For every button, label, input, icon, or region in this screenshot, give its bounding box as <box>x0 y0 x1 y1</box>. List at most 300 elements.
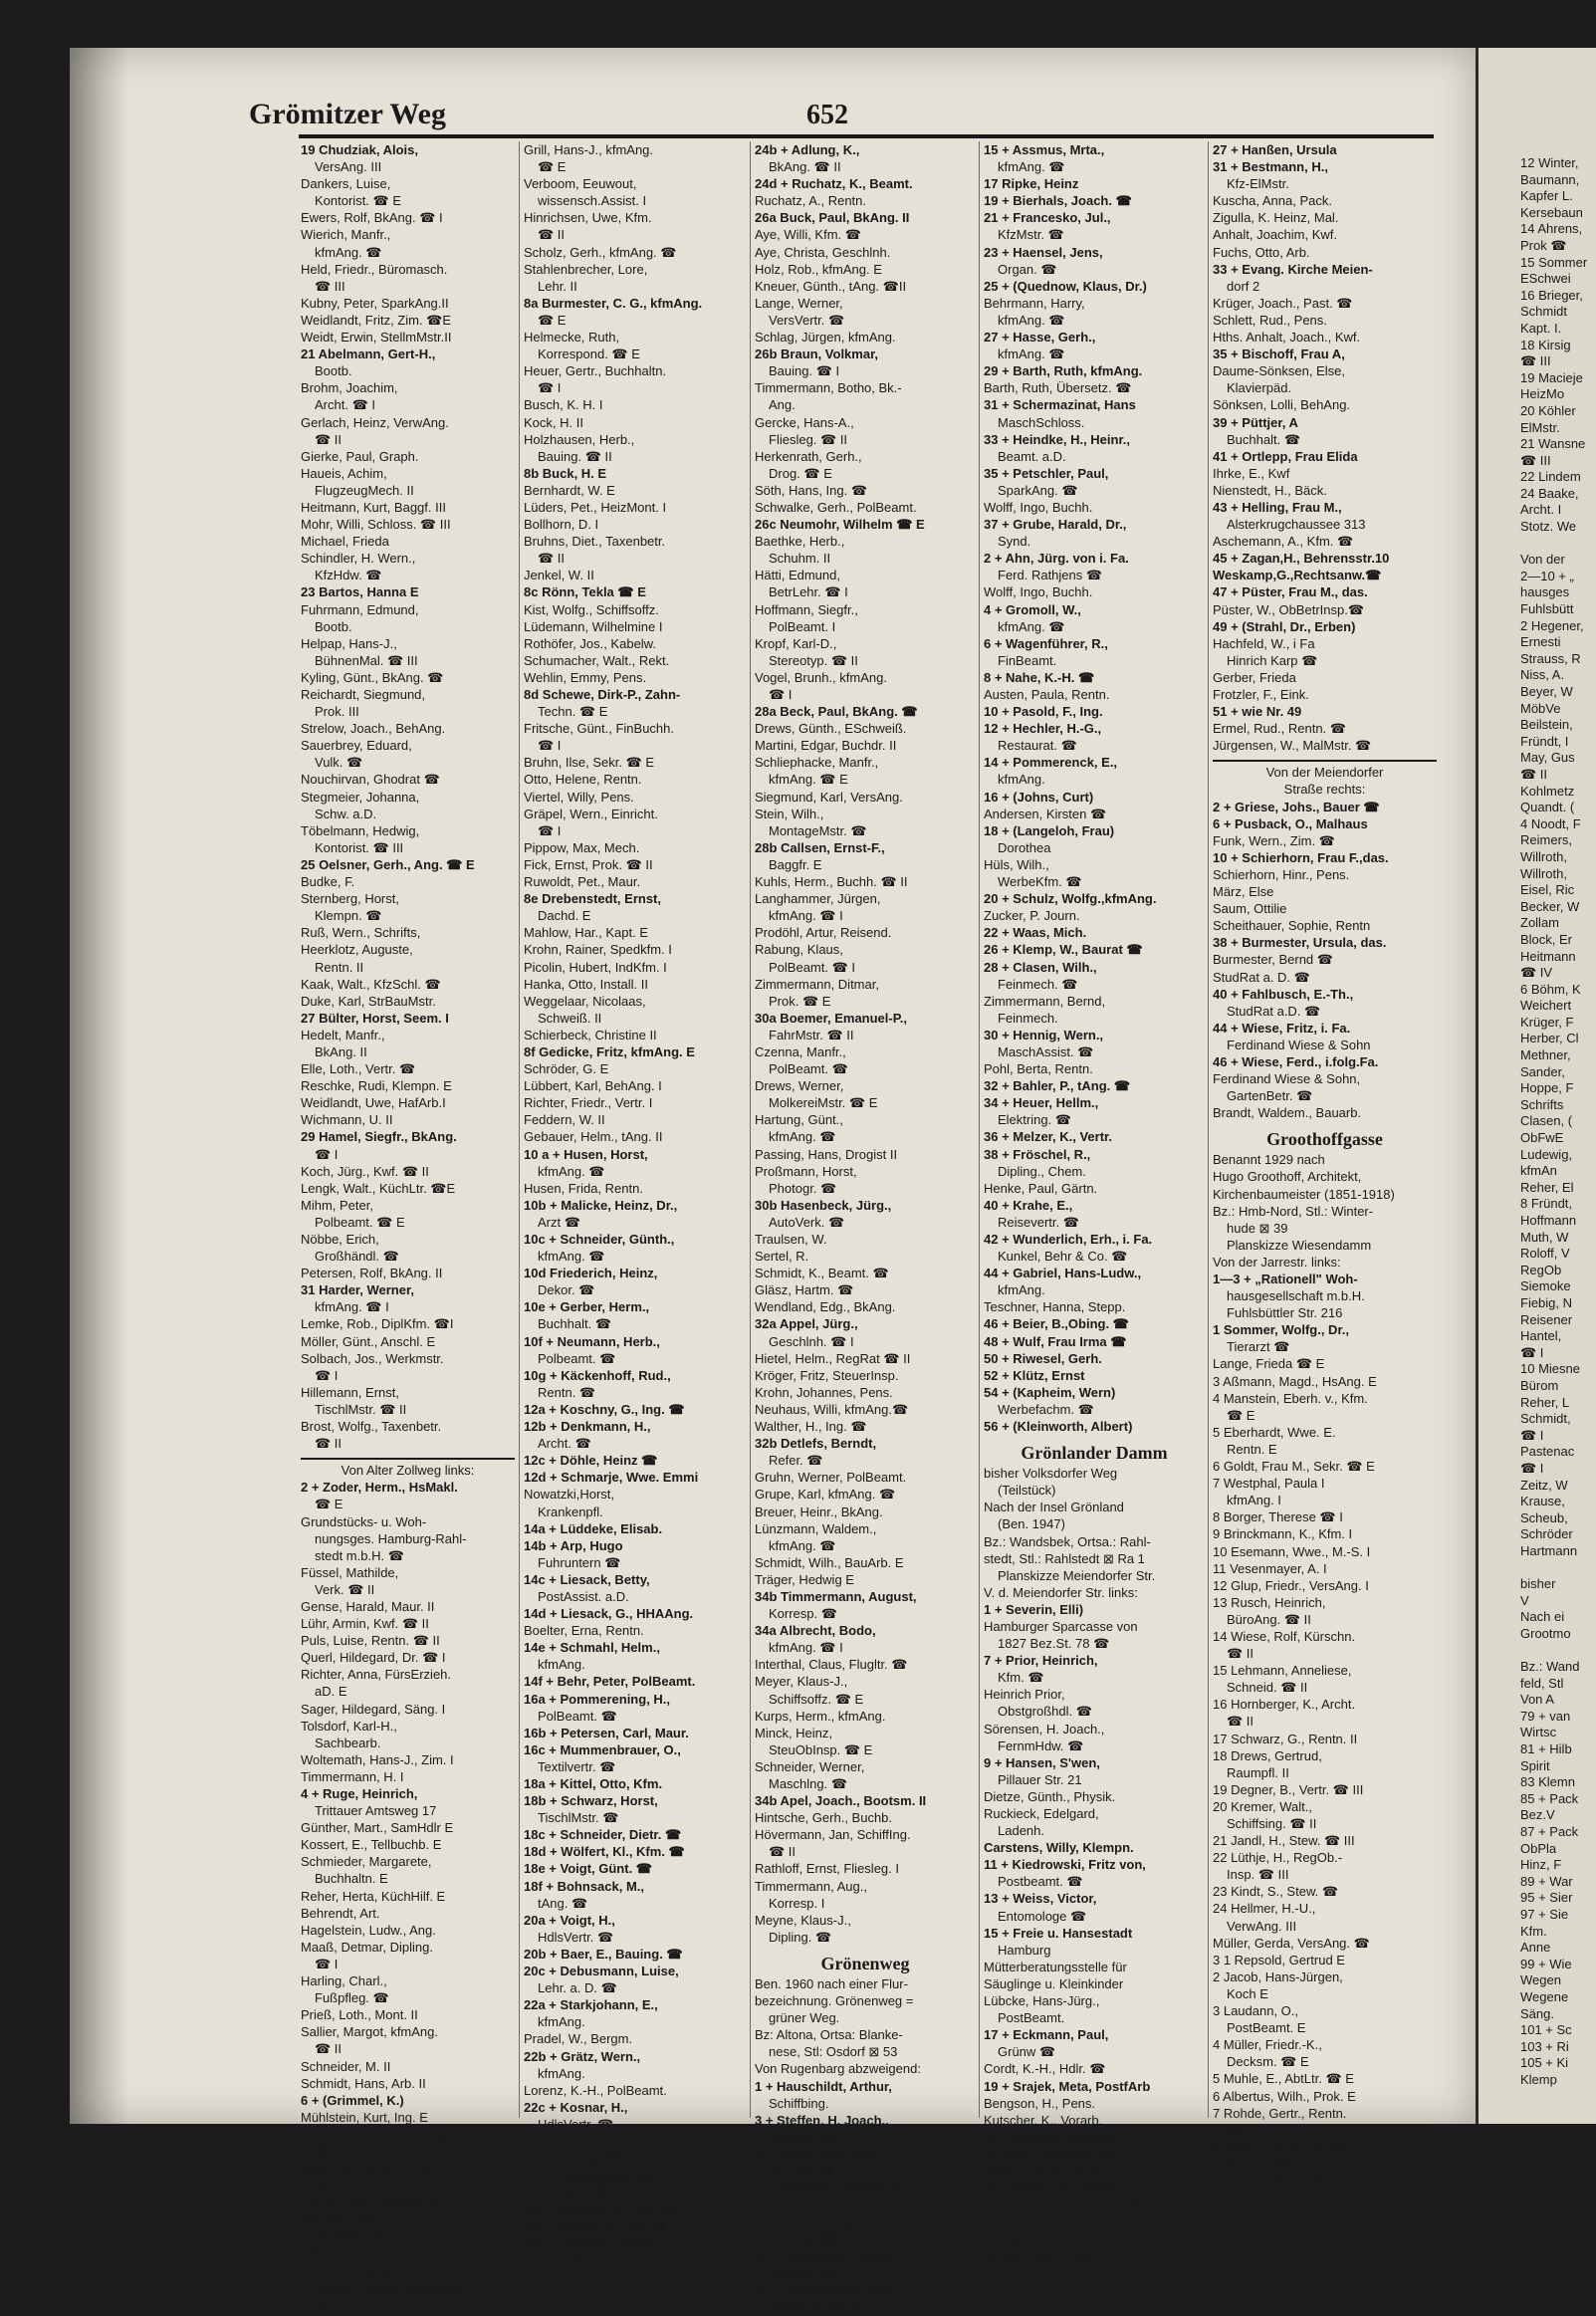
directory-entry: kfmAng. ☎ E <box>769 772 848 788</box>
directory-entry: 1 + Hauschildt, Arthur, <box>755 2078 892 2094</box>
directory-column-2 <box>524 141 745 2268</box>
directory-entry: ☎ II <box>538 227 566 243</box>
directory-entry: 10 + Schierhorn, Frau F.,das. <box>1213 849 1389 865</box>
directory-entry: Jenkel, W. II <box>524 568 594 583</box>
directory-entry: ☎ II <box>538 551 566 567</box>
directory-entry: Aye, Willi, Kfm. ☎ <box>755 227 861 243</box>
directory-entry: ☎ I <box>315 1367 339 1383</box>
directory-entry: Barth, Ruth, Übersetz. ☎ <box>984 380 1132 396</box>
directory-entry: 22e + Kessler, E., Ing. ☎ <box>524 2201 676 2217</box>
directory-entry: ☎ II <box>1227 1646 1254 1662</box>
directory-entry: Neuhaus, Willi, kfmAng.☎ <box>755 1401 909 1417</box>
directory-entry: StudRat a. D. ☎ <box>1213 969 1310 985</box>
directory-entry: 12b + Denkmann, H., <box>524 1419 651 1435</box>
directory-entry: Geschlnh. ☎ I <box>769 1333 854 1349</box>
directory-entry: Querl, Hildegard, Dr. ☎ I <box>301 1650 446 1666</box>
directory-entry: Interthal, Claus, Flugltr. ☎ <box>755 1657 908 1673</box>
directory-entry: Von der Jarrestr. links: <box>1213 1254 1341 1270</box>
directory-entry: MolkereiMstr. ☎ E <box>769 1095 878 1111</box>
directory-entry: Hintsche, Gerh., Buchb. <box>755 1810 893 1826</box>
directory-entry: ☎ II <box>315 2178 342 2194</box>
next-page-fragment: Reisener <box>1520 1311 1573 1327</box>
directory-entry: kfmAng. I <box>1227 1493 1281 1508</box>
directory-entry: 8e Drebenstedt, Ernst, <box>524 891 661 907</box>
directory-entry: Sörensen, H. Joach., <box>984 1721 1105 1737</box>
directory-entry: kfmAng. <box>538 1657 585 1673</box>
directory-entry: 20b + Baer, E., Bauing. ☎ <box>524 1946 683 1962</box>
directory-entry: Nach der Insel Grönland <box>984 1500 1124 1515</box>
directory-entry: Budke, F. <box>301 874 355 890</box>
directory-entry: 47 + Püster, Frau M., das. <box>1213 584 1368 600</box>
directory-entry: 24d + Ruchatz, K., Beamt. <box>755 176 913 192</box>
directory-entry: MaschSchloss. <box>998 414 1085 430</box>
directory-entry: Planskizze Wiesendamm <box>1227 1237 1372 1253</box>
directory-entry: Feddern, W. II <box>524 1112 605 1128</box>
directory-entry: 28 + Clasen, Wilh., <box>984 959 1097 975</box>
directory-entry: 6 + (Grimmel, K.) <box>301 2092 404 2108</box>
directory-entry: 8-8f + Törner, Paul, <box>301 2245 417 2261</box>
next-page-fragment: Anne <box>1520 1940 1551 1956</box>
directory-entry: Hamburger Sparcasse von <box>984 1618 1138 1634</box>
directory-entry: hude ⊠ 39 <box>1227 1220 1288 1236</box>
directory-entry: Haueis, Achim, <box>301 465 387 481</box>
directory-entry: 2 + Ahn, Jürg. von i. Fa. <box>984 551 1129 567</box>
directory-entry: 22 Lüthje, H., RegOb.- <box>1213 1850 1343 1866</box>
directory-entry: Gerber, Frieda <box>1213 669 1296 685</box>
next-page-fragment: Roloff, V <box>1520 1246 1570 1262</box>
directory-entry: 23 Bartos, Hanna E <box>301 584 419 600</box>
directory-entry: BauMstr. ☎ I <box>315 2228 393 2244</box>
directory-entry: 15 + Assmus, Mrta., <box>984 142 1105 157</box>
directory-entry: Ferdinand Wiese & Sohn <box>1227 1037 1371 1052</box>
directory-entry: 16a + Pommerening, H., <box>524 1691 671 1707</box>
directory-entry: 25 + (Quednow, Klaus, Dr.) <box>984 278 1147 294</box>
directory-entry: Hüls, Wilh., <box>984 856 1049 872</box>
directory-entry: 21 + Schmitt, Gertrud <box>984 2129 1115 2145</box>
next-page-fragment: Methner, <box>1520 1047 1571 1063</box>
directory-column-5 <box>1213 141 1437 2223</box>
directory-entry: 7 + Topmann, Ehrenhold, <box>755 2181 909 2197</box>
section-heading: Von der Meiendorfer <box>1213 760 1437 781</box>
header-rule <box>299 134 1434 138</box>
next-page-fragment: 8 Fründt, <box>1520 1196 1573 1212</box>
directory-entry: 10 Esemann, Wwe., M.-S. I <box>1213 1543 1371 1559</box>
directory-entry: HdlsVertr. ☎ <box>538 2116 614 2132</box>
directory-entry: nungsges. Hamburg-Rahl- <box>315 1530 467 1546</box>
directory-entry: 40 + Krahe, E., <box>984 1197 1073 1213</box>
directory-entry: Dankers, Luise, <box>301 176 391 192</box>
directory-entry: Ferdinand Wiese & Sohn, <box>1213 1071 1361 1087</box>
next-page-fragment: 81 + Hilb <box>1520 1741 1572 1756</box>
directory-entry: 24b + Adlung, K., <box>755 142 860 157</box>
directory-entry: 22b + Grätz, Wern., <box>524 2048 641 2064</box>
directory-entry: 14c + Liesack, Betty, <box>524 1571 650 1587</box>
directory-entry: 14b + Arp, Hugo <box>524 1537 623 1553</box>
directory-entry: Bruhns, Diet., Taxenbetr. <box>524 534 666 550</box>
directory-entry: Hövermann, Jan, SchiffIng. <box>755 1827 911 1843</box>
directory-entry: Kfm. ☎ <box>998 1670 1044 1686</box>
directory-entry: 28b Callsen, Ernst-F., <box>755 839 885 855</box>
directory-entry: Prodöhl, Artur, Reisend. <box>755 925 892 941</box>
directory-entry: kfmAng. ☎ <box>769 1129 836 1145</box>
next-page-fragment: Nach ei <box>1520 1609 1565 1625</box>
directory-entry: Köppen, P., Rentn. <box>984 2231 1092 2247</box>
directory-entry: ☎ E <box>1227 1407 1255 1423</box>
directory-entry: Bernhardt, W. E <box>524 482 615 498</box>
directory-entry: kfmAng. ☎ I <box>315 1299 389 1315</box>
directory-entry: Rentn. E <box>1227 1441 1277 1457</box>
directory-entry: 14 Wiese, Rolf, Kürschn. <box>1213 1628 1356 1644</box>
directory-entry: Lemke, Rob., DiplKfm. ☎I <box>301 1316 454 1332</box>
directory-entry: Korresp. I <box>769 1895 825 1911</box>
directory-entry: Lübbert, Karl, BehAng. I <box>524 1078 662 1094</box>
next-page-fragment: MöbVe <box>1520 700 1561 716</box>
next-page-fragment: Wegene <box>1520 1988 1569 2004</box>
directory-entry: (Teilstück) <box>998 1483 1056 1499</box>
directory-entry: Andersen, Kirsten ☎ <box>984 806 1107 821</box>
directory-entry: Söth, Hans, Ing. ☎ <box>755 482 868 498</box>
directory-entry: Fußpfleg. ☎ <box>315 1990 389 2006</box>
directory-entry: 9 Kramer, Wwe. M. I <box>1213 2156 1330 2172</box>
next-page-fragment: 95 + Sier <box>1520 1890 1573 1906</box>
directory-entry: Schierbeck, Christine II <box>524 1027 657 1042</box>
directory-entry: Proßmann, Horst, <box>755 1163 857 1179</box>
directory-entry: Mihm, Peter, <box>301 1197 373 1213</box>
directory-entry: 25 Oelsner, Gerh., Ang. ☎ E <box>301 856 475 872</box>
directory-entry: Hinrich Karp ☎ <box>1227 652 1318 668</box>
directory-entry: Ewers, Rolf, BkAng. ☎ I <box>301 210 443 226</box>
directory-entry: 2 Jacob, Hans-Jürgen, <box>1213 1969 1343 1984</box>
directory-entry: AutoVerk. ☎ <box>769 1214 845 1230</box>
directory-entry: Schneid. ☎ II <box>1227 1680 1308 1696</box>
directory-entry: Sachbearb. <box>315 1735 381 1750</box>
directory-entry: Klempn. ☎ <box>315 908 382 924</box>
directory-entry: ☎ E <box>315 1497 343 1512</box>
directory-entry: Schmidt, Hans, Arb. II <box>301 2075 426 2091</box>
next-page-fragment: Reimers, <box>1520 832 1573 848</box>
directory-entry: dorf 2 <box>1227 278 1260 294</box>
directory-entry: Kneuer, Günth., tAng. ☎II <box>755 278 907 294</box>
directory-entry: 22f + Binder, H., Ing. ☎ <box>524 2218 668 2234</box>
directory-entry: Sager, Hildegard, Säng. I <box>301 1701 446 1717</box>
directory-entry: 19 + Bierhals, Joach. ☎ <box>984 193 1132 209</box>
directory-entry: 50 + Riwesel, Gerh. <box>984 1350 1102 1366</box>
next-page-fragment: HeizMo <box>1520 386 1565 402</box>
directory-entry: Drog. ☎ E <box>769 465 832 481</box>
directory-entry: Beth, Kai, VerwGerRat <box>301 2161 431 2177</box>
next-page-fragment: 6 Böhm, K <box>1520 981 1581 997</box>
directory-entry: Kyling, Günt., BkAng. ☎ <box>301 669 444 685</box>
next-page-fragment: 89 + War <box>1520 1873 1573 1889</box>
next-page-fragment: Muth, W <box>1520 1229 1569 1245</box>
directory-entry: ☎ I <box>769 687 793 702</box>
page-gutter-shadow <box>70 48 129 2124</box>
directory-entry: Ruß, Wern., Schrifts, <box>301 925 421 941</box>
directory-entry: 49 + (Strahl, Dr., Erben) <box>1213 618 1356 634</box>
directory-entry: 19 Degner, B., Vertr. ☎ III <box>1213 1781 1364 1797</box>
directory-entry: Hugo Groothoff, Architekt, <box>1213 1169 1362 1185</box>
directory-entry: Archt. ☎ I <box>315 397 375 413</box>
next-page-fragment: 18 Kirsig <box>1520 337 1571 352</box>
next-page-fragment: ☎ IV <box>1520 965 1553 981</box>
directory-entry: 32a Appel, Jürg., <box>755 1316 858 1332</box>
directory-entry: Hamburg <box>998 1942 1051 1958</box>
section-heading: Von Alter Zollweg links: <box>301 1458 515 1479</box>
next-page-fragment: hausges <box>1520 584 1570 600</box>
directory-entry: Klavierpäd. <box>1227 380 1292 396</box>
directory-entry: Pradel, W., Bergm. <box>524 2031 633 2047</box>
directory-entry: Solbach, Jos., Werkmstr. <box>301 1350 444 1366</box>
directory-entry: nese, Stl: Osdorf ⊠ 53 <box>769 2044 898 2060</box>
directory-entry: Picolin, Hubert, IndKfm. I <box>524 959 667 975</box>
directory-entry: Möller, Günt., Anschl. E <box>301 1333 436 1349</box>
directory-entry: ☎ I <box>538 822 562 838</box>
directory-entry: Zimmermann, Bernd, <box>984 993 1106 1009</box>
directory-entry: Aye, Christa, Geschlnh. <box>755 244 891 260</box>
directory-entry: Gense, Harald, Maur. II <box>301 1598 435 1614</box>
directory-entry: Lühr, Armin, Kwf. ☎ II <box>301 1616 429 1632</box>
directory-entry: kfmAng. ☎ <box>998 312 1065 328</box>
directory-entry: 26 + Klemp, W., Baurat ☎ <box>984 942 1143 958</box>
directory-entry: 39 + Püttjer, A <box>1213 414 1298 430</box>
directory-entry: Drews, Günth., ESchweiß. <box>755 721 907 737</box>
directory-entry: Baggfr. E <box>769 856 822 872</box>
directory-entry: Sallier, Margot, kfmAng. <box>301 2024 438 2040</box>
directory-entry: 20c + Debusmann, Luise, <box>524 1964 679 1979</box>
directory-entry: 19 + Srajek, Meta, PostfArb <box>984 2078 1151 2094</box>
directory-entry: Schneider, Werner, <box>755 1758 865 1774</box>
directory-entry: 32b Detlefs, Berndt, <box>755 1436 877 1452</box>
next-page-fragment: 4 Noodt, F <box>1520 815 1581 831</box>
directory-entry: Passing, Hans, Drogist II <box>755 1146 898 1162</box>
directory-entry: 10f + Neumann, Herb., <box>524 1333 660 1349</box>
next-page-fragment: Von der <box>1520 552 1565 568</box>
directory-entry: Fuhlsbüttler Str. 216 <box>1227 1305 1343 1321</box>
directory-entry: 10b + Malicke, Heinz, Dr., <box>524 1197 678 1213</box>
directory-entry: Bartels, Gerh., Rentn <box>984 2163 1106 2179</box>
directory-entry: kfmAng. ☎ <box>769 2129 836 2145</box>
directory-entry: Grupe, Karl, kfmAng. ☎ <box>755 1487 896 1503</box>
directory-entry: Weskamp,G.,Rechtsanw.☎ <box>1213 568 1382 583</box>
directory-entry: 36 + Melzer, K., Vertr. <box>984 1129 1112 1145</box>
directory-entry: 13 + Weiss, Victor, <box>984 1891 1097 1907</box>
directory-entry: Strelow, Joach., BehAng. <box>301 721 446 737</box>
directory-entry: 18c + Schneider, Dietr. ☎ <box>524 1827 682 1843</box>
directory-entry: Treudler, Mar., <box>301 2211 384 2227</box>
next-page-fragment: Scheub, <box>1520 1509 1568 1525</box>
directory-entry: Buchhaltn. E <box>315 1871 388 1887</box>
directory-entry: (Ben. 1947) <box>998 1516 1065 1532</box>
directory-entry: Walther, H., Ing. ☎ <box>755 1419 867 1435</box>
directory-entry: stedt m.b.H. ☎ <box>315 1547 404 1563</box>
directory-entry: Füssel, Mathilde, <box>301 1564 399 1580</box>
directory-entry: Breuer, Heinr., BkAng. <box>755 1504 883 1519</box>
directory-entry: Synd. <box>998 534 1031 550</box>
next-page-fragment: V <box>1520 1592 1529 1608</box>
next-page-fragment: 10 Miesne <box>1520 1361 1580 1377</box>
next-page-fragment: Schmidt, <box>1520 1411 1571 1427</box>
directory-entry: Rentn. ☎ <box>538 1384 596 1400</box>
directory-entry: Bootb. <box>315 618 352 634</box>
directory-entry: Scholz, Gerh., kfmAng. ☎ <box>524 244 677 260</box>
next-page-fragment: Heitmann <box>1520 948 1576 964</box>
directory-entry: 22c + Kosnar, H., <box>524 2099 628 2115</box>
next-page-fragment: Hantel, <box>1520 1328 1562 1344</box>
column-divider <box>1208 141 1209 2118</box>
next-page-fragment: 2—10 + „ <box>1520 568 1574 583</box>
directory-entry: ☎ I <box>315 1146 339 1162</box>
directory-entry: 22 + Waas, Mich. <box>984 925 1087 941</box>
next-page-fragment: 14 Ahrens, <box>1520 221 1583 237</box>
directory-entry: ☎ II <box>315 2041 342 2057</box>
directory-entry: 21 + Francesko, Jul., <box>984 210 1111 226</box>
directory-entry: VersAng. III <box>315 159 382 175</box>
directory-entry: 8c Rönn, Tekla ☎ E <box>524 584 646 600</box>
directory-entry: März, Else <box>1213 884 1274 900</box>
directory-entry: SparkAng. ☎ <box>998 482 1078 498</box>
directory-entry: Austen, Paula, Rentn. <box>984 687 1110 702</box>
directory-entry: Zimmermann, Ditmar, <box>755 976 879 992</box>
directory-entry: 9 + Hansen, S'wen, <box>984 1754 1100 1770</box>
directory-entry: Ermel, Rud., Rentn. ☎ <box>1213 721 1346 737</box>
directory-entry: BkAng. ☎ II <box>769 159 841 175</box>
directory-entry: Langhammer, Jürgen, <box>755 891 881 907</box>
directory-entry: Meyer, Klaus-J., <box>755 1674 848 1690</box>
directory-entry: 4 + Ruge, Heinrich, <box>301 1786 418 1801</box>
directory-entry: Lehr. II <box>538 278 577 294</box>
directory-entry: kfmAng. <box>538 2014 585 2030</box>
directory-entry: Schierhorn, Hinr., Pens. <box>1213 866 1350 882</box>
directory-entry: Verboom, Eeuwout, <box>524 176 637 192</box>
directory-entry: Prok. ☎ E <box>769 993 831 1009</box>
directory-entry: 14 + Pommerenck, E., <box>984 755 1118 771</box>
directory-entry: KfzMstr. ☎ <box>998 227 1064 243</box>
directory-entry: Kubny, Peter, SparkAng.II <box>301 295 449 311</box>
next-page-fragment: ☎ III <box>1520 353 1551 369</box>
directory-entry: 34b Timmermann, August, <box>755 1588 917 1604</box>
next-page-fragment: Niss, A. <box>1520 667 1565 683</box>
directory-entry: Frotzler, F., Eink. <box>1213 687 1309 702</box>
directory-entry: 26b Braun, Volkmar, <box>755 347 879 362</box>
directory-entry: Bengson, H., Pens. <box>984 2095 1096 2111</box>
directory-entry: SteuObInsp. ☎ E <box>769 1741 873 1757</box>
directory-entry: Püster, W., ObBetrInsp.☎ <box>1213 601 1365 617</box>
directory-entry: kfmAng. ☎ <box>769 2231 836 2247</box>
directory-entry: VersVertr. ☎ <box>769 312 845 328</box>
directory-entry: 6 Goldt, Frau M., Sekr. ☎ E <box>1213 1459 1375 1475</box>
directory-entry: 52 + Klütz, Ernst <box>984 1367 1085 1383</box>
directory-entry: Schmieder, Margarete, <box>301 1854 432 1870</box>
directory-entry: Nouchirvan, Ghodrat ☎ <box>301 772 440 788</box>
next-page-fragment: ☎ III <box>1520 452 1551 468</box>
next-page-fragment: Schmidt <box>1520 304 1567 320</box>
directory-entry: Archt. ☎ <box>538 1436 591 1452</box>
directory-entry: Kutscher, K., Vorarb. <box>984 2112 1103 2128</box>
directory-entry: 1827 Bez.St. 78 ☎ <box>998 1636 1110 1652</box>
directory-entry: Gläsz, Hartm. ☎ <box>755 1282 854 1298</box>
directory-entry: Feinmech. ☎ <box>998 976 1078 992</box>
page-header <box>249 58 1424 131</box>
directory-entry: 14e + Schmahl, Helm., <box>524 1640 660 1656</box>
directory-entry: Schuhm. II <box>769 551 831 567</box>
directory-entry: Benannt 1929 nach <box>1213 1152 1325 1168</box>
directory-entry: kfmAng. ☎ <box>998 618 1065 634</box>
directory-entry: Bootb. <box>315 363 352 379</box>
directory-entry: Krohn, Johannes, Pens. <box>755 1384 893 1400</box>
directory-entry: Puls, Luise, Rentn. ☎ II <box>301 1633 440 1649</box>
directory-entry: Schröder, G. E <box>524 1061 609 1077</box>
directory-entry: 9 + Mundt, Dieter, <box>755 2214 862 2230</box>
directory-entry: 10 a + Husen, Horst, <box>524 1146 648 1162</box>
directory-entry: Husen, Frida, Rentn. <box>524 1180 643 1196</box>
directory-entry: Brandt, Waldem., Bauarb. <box>1213 1105 1362 1121</box>
directory-entry: Nöbbe, Erich, <box>301 1232 379 1247</box>
directory-entry: Heerklotz, Auguste, <box>301 942 413 958</box>
directory-entry: Restaurat. ☎ <box>998 738 1077 754</box>
directory-entry: Dietze, Günth., Physik. <box>984 1788 1116 1804</box>
directory-entry: BühnenMal. ☎ III <box>315 652 418 668</box>
street-heading: Grömitzer Weg <box>249 98 446 130</box>
directory-entry: Schiffsoffz. ☎ E <box>769 1691 864 1707</box>
directory-entry: 42 + Wunderlich, Erh., i. Fa. <box>984 1232 1153 1247</box>
directory-entry: 27 + Hanßen, Ursula <box>1213 142 1337 157</box>
directory-entry: Schw. a.D. <box>315 806 377 821</box>
directory-entry: kfmAng. <box>769 2198 816 2213</box>
directory-entry: 37 + Grube, Harald, Dr., <box>984 517 1127 533</box>
next-page-fragment: Kfm. <box>1520 1923 1547 1939</box>
directory-entry: 11 Vesenmayer, A. I <box>1213 1560 1327 1576</box>
next-page-fragment: Hoppe, F <box>1520 1080 1574 1096</box>
directory-entry: 21 Abelmann, Gert-H., <box>301 347 436 362</box>
directory-entry: 38 + Burmester, Ursula, das. <box>1213 935 1387 951</box>
directory-entry: Petersen, Rolf, BkAng. II <box>301 1266 443 1281</box>
directory-entry: 56 + (Kleinworth, Albert) <box>984 1419 1133 1435</box>
directory-entry: BkAng. II <box>315 1043 367 1059</box>
next-page-fragment: Schrifts <box>1520 1096 1564 1112</box>
directory-entry: kfmAng. <box>998 772 1045 788</box>
next-page-fragment: 12 Winter, <box>1520 155 1579 170</box>
directory-entry: 9 Brinckmann, K., Kfm. I <box>1213 1526 1353 1542</box>
directory-entry: Fuhrmann, Edmund, <box>301 601 419 617</box>
directory-entry: Bruhn, Ilse, Sekr. ☎ E <box>524 755 655 771</box>
next-page-fragment: Wegen <box>1520 1972 1561 1988</box>
directory-entry: Ferd. Rathjens ☎ <box>998 568 1103 583</box>
directory-entry: Ang. <box>769 397 796 413</box>
directory-entry: Timmermann, Botho, Bk.- <box>755 380 902 396</box>
directory-entry: 38 + Fröschel, R., <box>984 1146 1091 1162</box>
directory-entry: Beratd.Archt. III <box>769 2299 865 2315</box>
next-page-fragment: Hinz, F <box>1520 1857 1562 1873</box>
section-heading: Groothoffgasse <box>1266 1129 1383 1150</box>
next-page-fragment: ObPla <box>1520 1840 1557 1856</box>
directory-entry: Hths. Anhalt, Joach., Kwf. <box>1213 330 1361 346</box>
next-page-fragment: Becker, W <box>1520 898 1580 914</box>
directory-entry: ☎ II <box>1227 1714 1254 1730</box>
directory-entry: ☎ I <box>1227 2122 1251 2138</box>
directory-entry: Hietel, Helm., RegRat ☎ II <box>755 1350 911 1366</box>
directory-entry: Hoffmann, Siegfr., <box>755 601 858 617</box>
directory-entry: Saum, Ottilie <box>1213 901 1287 917</box>
directory-entry: 31 + Bestmann, H., <box>1213 159 1328 175</box>
directory-entry: Michael, Frieda <box>301 534 389 550</box>
directory-entry: 16c + Mummenbrauer, O., <box>524 1741 681 1757</box>
directory-entry: 3 + Steffen, H. Joach., <box>755 2112 889 2128</box>
next-page-fragment: ElMstr. <box>1520 419 1560 435</box>
directory-entry: ☎ II <box>315 1436 342 1452</box>
directory-entry: Pillauer Str. 21 <box>998 1771 1082 1787</box>
directory-entry: Lünzmann, Waldem., <box>755 1520 877 1536</box>
next-page-fragment: Stotz. We <box>1520 519 1577 535</box>
